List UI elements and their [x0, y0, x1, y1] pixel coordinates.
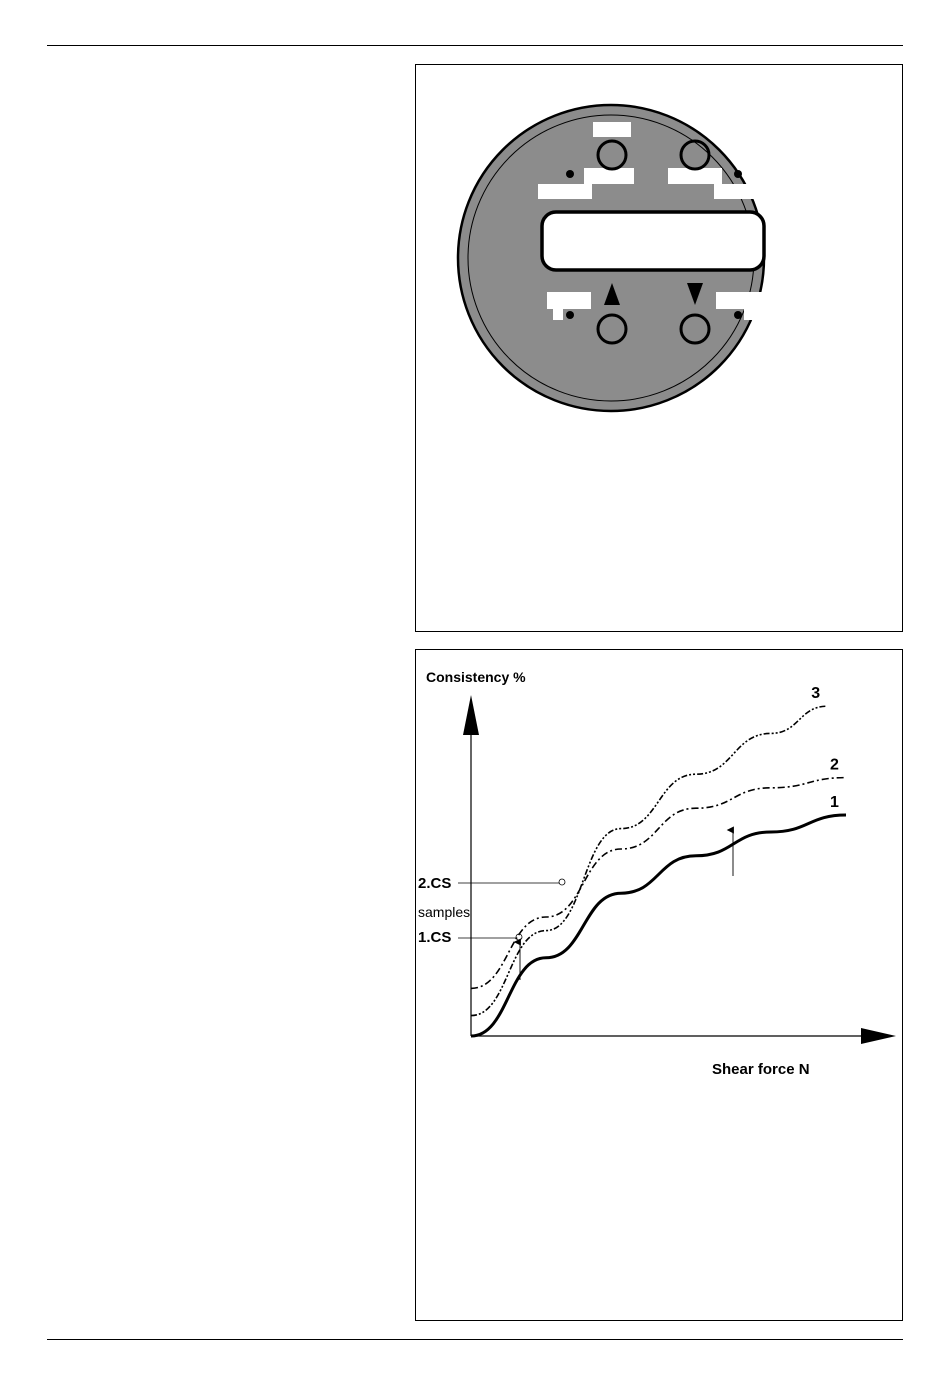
key-label-patch: [584, 168, 634, 184]
key-label-patch: [553, 309, 563, 320]
key-label-patch: [547, 292, 591, 309]
series-label-1: 1: [830, 794, 839, 811]
led-indicator: [566, 311, 574, 319]
y-axis-arrowhead: [463, 695, 479, 735]
x-axis-arrowhead: [861, 1028, 896, 1044]
display-window: [542, 212, 764, 270]
key-label-patch: [714, 184, 768, 199]
led-indicator: [734, 170, 742, 178]
led-indicator: [566, 170, 574, 178]
series-label-3: 3: [811, 685, 821, 703]
cs2-label: 2.CS: [418, 875, 452, 892]
consistency-chart-figure: [415, 649, 903, 1321]
series-label-2: 2: [830, 756, 839, 774]
control-panel-figure: [415, 64, 903, 632]
key-label-patch: [538, 184, 592, 199]
cs2-sample-point: [559, 879, 565, 885]
consistency-chart: [416, 650, 904, 1322]
footer-rule: [47, 1339, 903, 1340]
key-label-patch: [744, 309, 762, 320]
led-indicator: [734, 311, 742, 319]
control-panel-drawing: [416, 65, 904, 633]
key-label-patch: [593, 122, 631, 137]
samples-label: samples: [418, 904, 471, 920]
header-rule: [47, 45, 903, 46]
series-line-1: [471, 815, 846, 1036]
cs1-label: 1.CS: [418, 929, 452, 946]
x-axis-label: Shear force N: [712, 1061, 810, 1078]
key-label-patch: [716, 292, 762, 309]
y-axis-label: Consistency %: [426, 669, 526, 685]
